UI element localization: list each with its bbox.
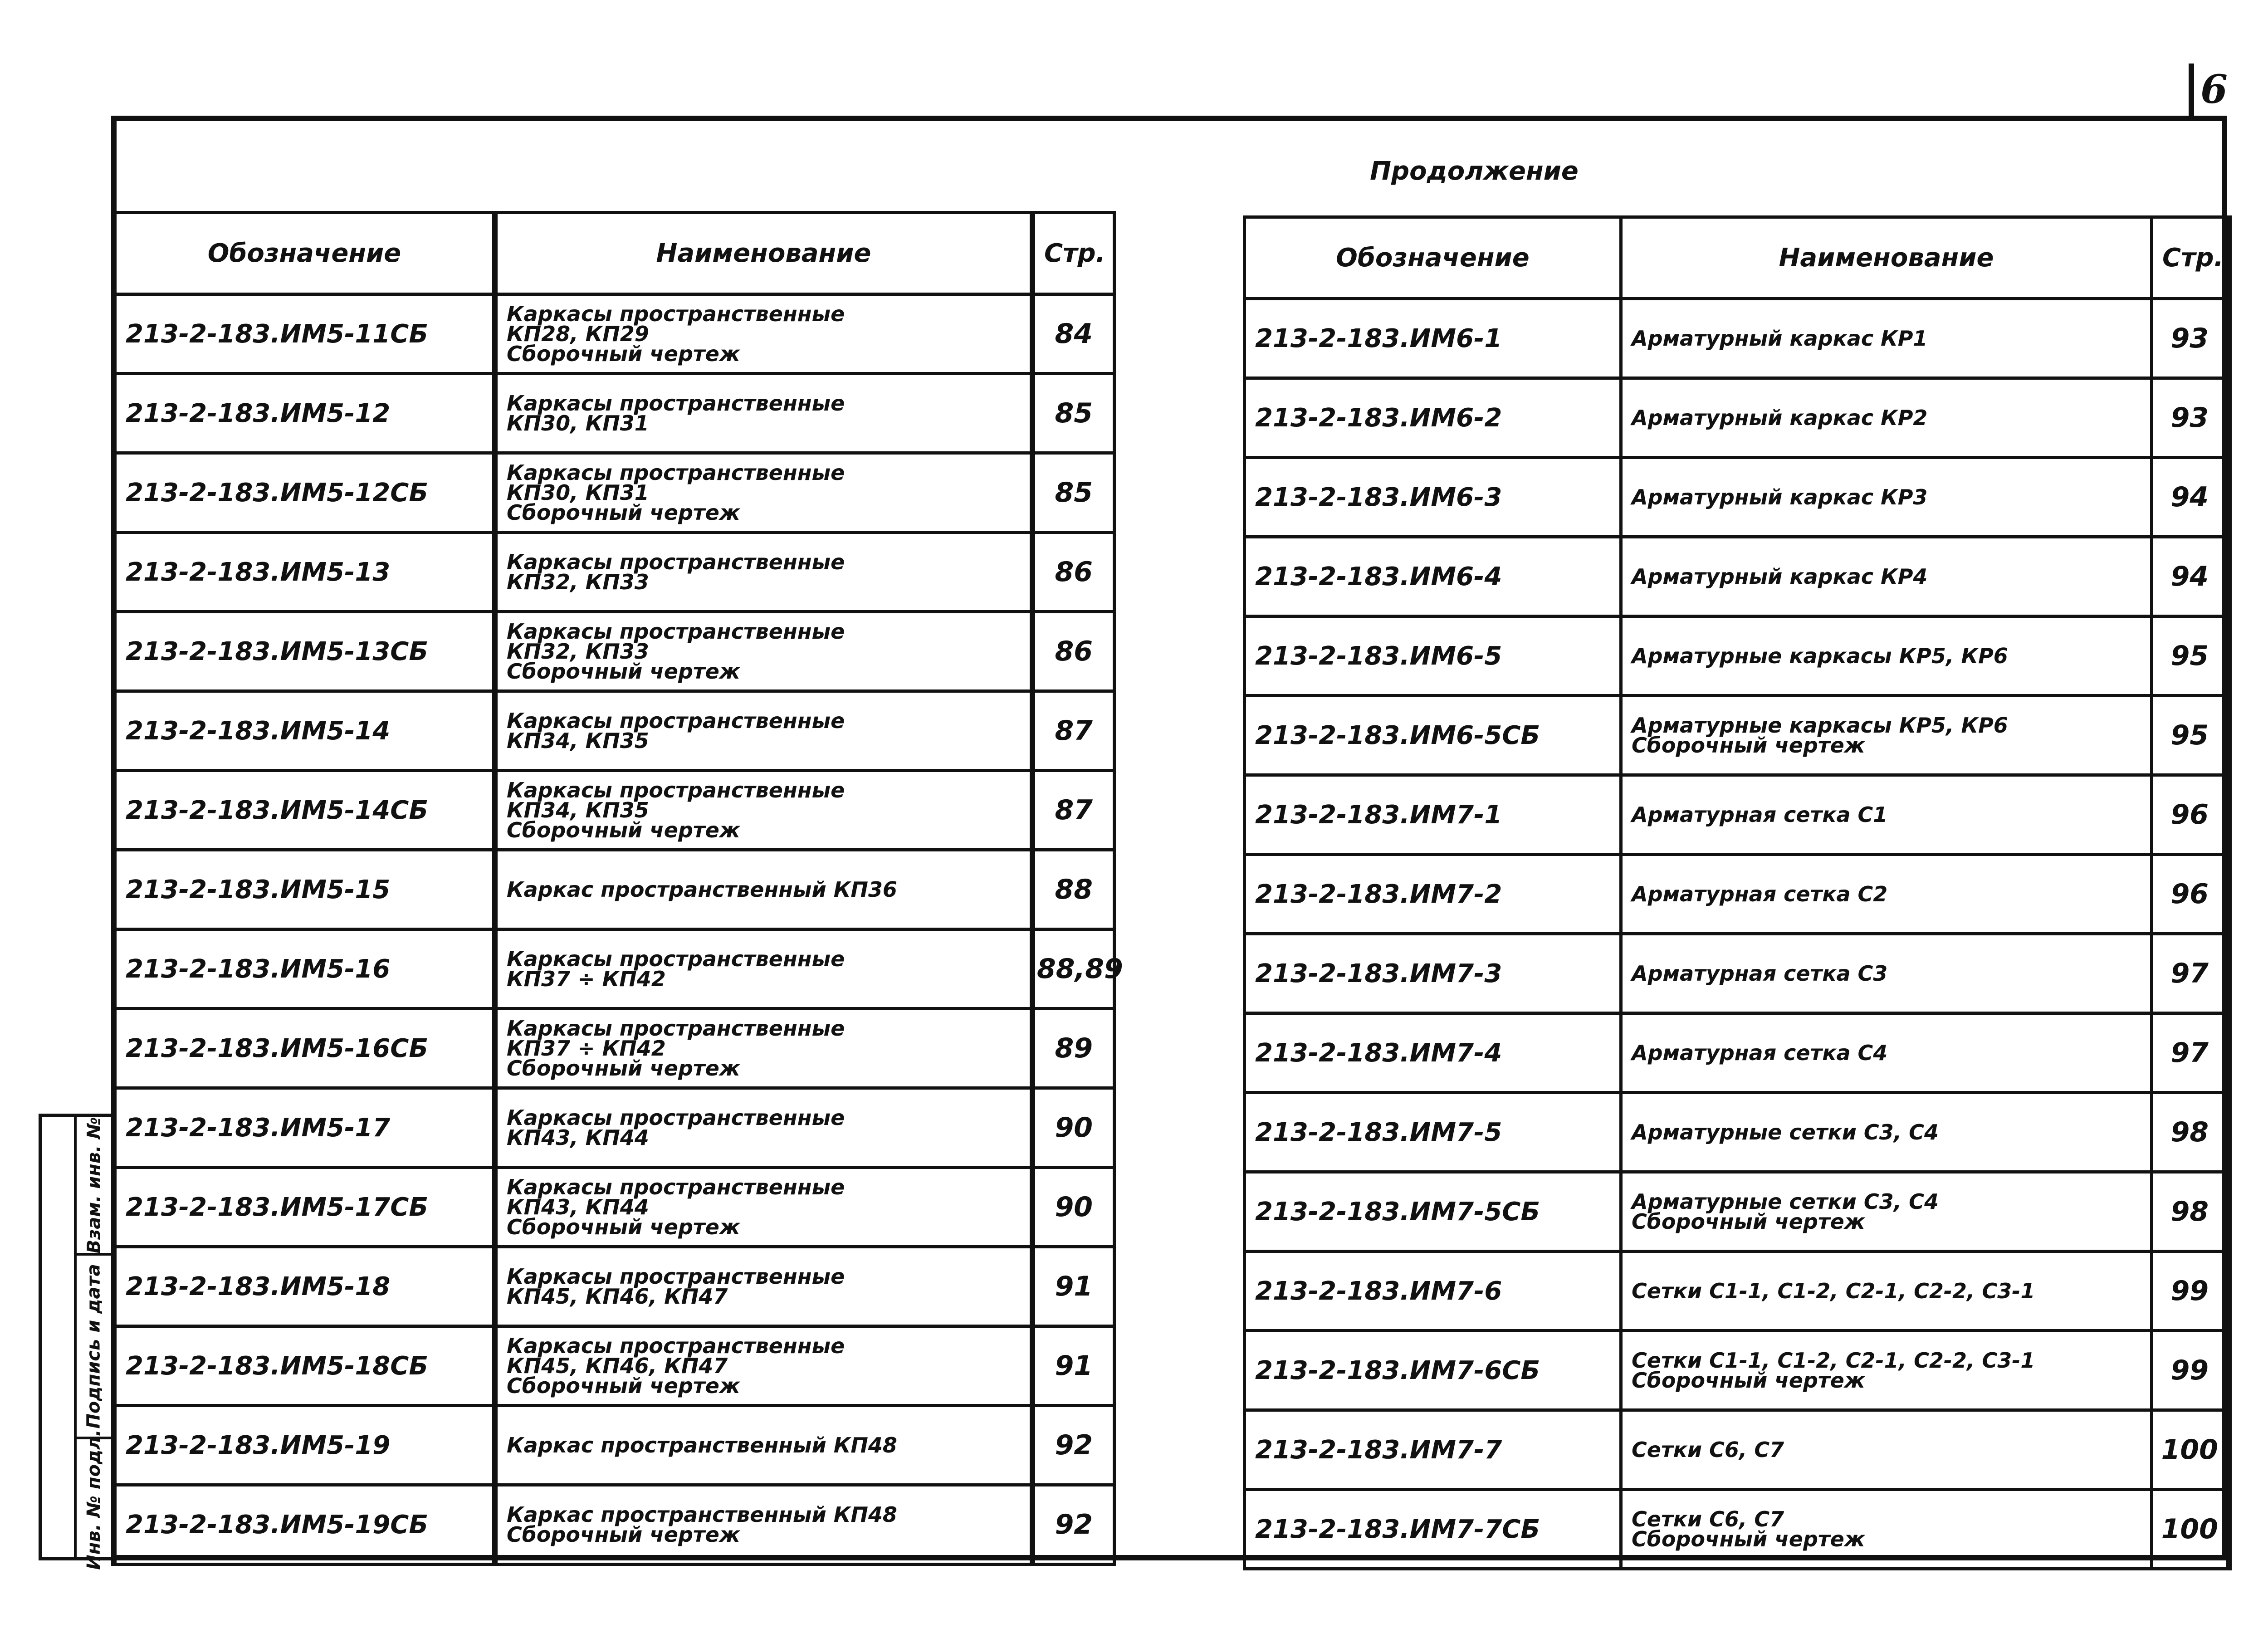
row-designation: 213-2-183.ИМ7-6	[1245, 1252, 1621, 1331]
designation-header: Обозначение	[1245, 217, 1621, 299]
row-page: 85	[1032, 453, 1114, 533]
table-row	[1245, 1093, 2229, 1172]
row-designation: 213-2-183.ИМ5-17	[114, 1088, 495, 1168]
table-row	[1245, 696, 2229, 775]
row-designation: 213-2-183.ИМ6-4	[1245, 537, 1621, 616]
row-name: Каркасы пространственные КП34, КП35	[495, 691, 1032, 771]
row-page: 90	[1032, 1168, 1114, 1247]
row-designation: 213-2-183.ИМ5-13СБ	[114, 612, 495, 691]
row-designation: 213-2-183.ИМ5-16СБ	[114, 1009, 495, 1088]
row-designation: 213-2-183.ИМ6-3	[1245, 458, 1621, 537]
row-name: Арматурные сетки С3, С4 Сборочный чертеж	[1621, 1172, 2152, 1252]
row-page: 97	[2152, 934, 2229, 1013]
row-designation: 213-2-183.ИМ5-18	[114, 1247, 495, 1326]
row-page: 96	[2152, 775, 2229, 855]
row-page: 100	[2152, 1490, 2229, 1569]
table-row	[1245, 1252, 2229, 1331]
table-row	[114, 850, 1114, 929]
row-name: Каркасы пространственные КП45, КП46, КП47 Сборочный чертеж	[495, 1326, 1032, 1406]
row-name: Каркасы пространственные КП37 ÷ КП42	[495, 929, 1032, 1009]
row-page: 100	[2152, 1410, 2229, 1490]
designation-header: Обозначение	[114, 213, 495, 294]
row-name: Арматурная сетка С4	[1621, 1013, 2152, 1093]
row-page: 94	[2152, 458, 2229, 537]
row-designation: 213-2-183.ИМ7-4	[1245, 1013, 1621, 1093]
row-page: 91	[1032, 1326, 1114, 1406]
page-header: Стр.	[1032, 213, 1114, 294]
side-stamp	[39, 1114, 111, 1570]
row-page: 93	[2152, 378, 2229, 458]
table-row	[114, 691, 1114, 771]
row-name: Сетки С1-1, С1-2, С2-1, С2-2, С3-1 Сборочный чертеж	[1621, 1331, 2152, 1410]
row-designation: 213-2-183.ИМ6-1	[1245, 299, 1621, 378]
row-page: 92	[1032, 1406, 1114, 1485]
row-page: 97	[2152, 1013, 2229, 1093]
table-row	[114, 1406, 1114, 1485]
row-name: Арматурный каркас КР4	[1621, 537, 2152, 616]
row-name: Каркас пространственный КП36	[495, 850, 1032, 929]
row-name: Каркасы пространственные КП43, КП44 Сборочный чертеж	[495, 1168, 1032, 1247]
row-page: 98	[2152, 1093, 2229, 1172]
row-page: 99	[2152, 1331, 2229, 1410]
table-row	[114, 612, 1114, 691]
row-page: 90	[1032, 1088, 1114, 1168]
table-header-row	[114, 213, 1114, 294]
row-name: Каркасы пространственные КП30, КП31	[495, 374, 1032, 453]
left-table-body	[114, 294, 1123, 1565]
row-designation: 213-2-183.ИМ5-12	[114, 374, 495, 453]
name-header: Наименование	[495, 213, 1032, 294]
row-name: Каркасы пространственные КП34, КП35 Сборочный чертеж	[495, 771, 1032, 850]
row-designation: 213-2-183.ИМ7-7СБ	[1245, 1490, 1621, 1569]
row-name: Каркасы пространственные КП43, КП44	[495, 1088, 1032, 1168]
table-row	[114, 1326, 1114, 1406]
row-page: 94	[2152, 537, 2229, 616]
row-name: Каркасы пространственные КП32, КП33	[495, 533, 1032, 612]
row-page: 87	[1032, 771, 1114, 850]
row-name: Каркасы пространственные КП32, КП33 Сборочный чертеж	[495, 612, 1032, 691]
row-designation: 213-2-183.ИМ5-17СБ	[114, 1168, 495, 1247]
row-name: Каркасы пространственные КП37 ÷ КП42 Сборочный чертеж	[495, 1009, 1032, 1088]
row-page: 87	[1032, 691, 1114, 771]
stamp-label: Взам. инв. №	[83, 1117, 105, 1253]
row-name: Арматурные каркасы КР5, КР6	[1621, 616, 2152, 696]
row-name: Арматурные каркасы КР5, КР6 Сборочный чертеж	[1621, 696, 2152, 775]
row-page: 95	[2152, 616, 2229, 696]
row-page: 86	[1032, 612, 1114, 691]
row-designation: 213-2-183.ИМ5-14СБ	[114, 771, 495, 850]
row-designation: 213-2-183.ИМ7-5СБ	[1245, 1172, 1621, 1252]
side-stamp-label-column	[77, 1117, 111, 1570]
row-page: 85	[1032, 374, 1114, 453]
stamp-cell-replacement-inv	[77, 1117, 111, 1256]
row-designation: 213-2-183.ИМ7-7	[1245, 1410, 1621, 1490]
row-designation: 213-2-183.ИМ7-5	[1245, 1093, 1621, 1172]
row-designation: 213-2-183.ИМ7-3	[1245, 934, 1621, 1013]
stamp-label: Подпись и дата	[83, 1263, 104, 1429]
table-row	[1245, 537, 2229, 616]
table-row	[114, 1247, 1114, 1326]
table-row	[114, 1485, 1114, 1565]
row-designation: 213-2-183.ИМ5-11СБ	[114, 294, 495, 374]
table-row	[1245, 855, 2229, 934]
row-designation: 213-2-183.ИМ6-5СБ	[1245, 696, 1621, 775]
left-spec-table	[111, 211, 1123, 1566]
row-page: 88,89	[1032, 929, 1114, 1009]
row-designation: 213-2-183.ИМ7-6СБ	[1245, 1331, 1621, 1410]
row-page: 95	[2152, 696, 2229, 775]
table-row	[1245, 1490, 2229, 1569]
row-name: Арматурный каркас КР1	[1621, 299, 2152, 378]
row-page: 88	[1032, 850, 1114, 929]
row-page: 93	[2152, 299, 2229, 378]
row-designation: 213-2-183.ИМ7-2	[1245, 855, 1621, 934]
row-page: 91	[1032, 1247, 1114, 1326]
table-row	[1245, 378, 2229, 458]
row-designation: 213-2-183.ИМ5-16	[114, 929, 495, 1009]
row-page: 98	[2152, 1172, 2229, 1252]
row-name: Арматурный каркас КР3	[1621, 458, 2152, 537]
page-header: Стр.	[2152, 217, 2229, 299]
name-header: Наименование	[1621, 217, 2152, 299]
row-name: Арматурный каркас КР2	[1621, 378, 2152, 458]
row-name: Каркас пространственный КП48 Сборочный чертеж	[495, 1485, 1032, 1565]
table-row	[114, 1168, 1114, 1247]
row-designation: 213-2-183.ИМ5-19	[114, 1406, 495, 1485]
table-row	[114, 929, 1114, 1009]
table-row	[114, 771, 1114, 850]
row-page: 99	[2152, 1252, 2229, 1331]
row-designation: 213-2-183.ИМ6-2	[1245, 378, 1621, 458]
stamp-cell-original-inv	[77, 1429, 111, 1570]
table-row	[114, 294, 1114, 374]
row-name: Арматурная сетка С3	[1621, 934, 2152, 1013]
row-designation: 213-2-183.ИМ5-18СБ	[114, 1326, 495, 1406]
table-row	[1245, 1410, 2229, 1490]
table-row	[114, 374, 1114, 453]
row-designation: 213-2-183.ИМ5-15	[114, 850, 495, 929]
continuation-label: Продолжение	[1370, 156, 1579, 186]
row-name: Каркасы пространственные КП45, КП46, КП47	[495, 1247, 1032, 1326]
right-table-body	[1245, 299, 2229, 1569]
row-name: Арматурные сетки С3, С4	[1621, 1093, 2152, 1172]
row-name: Сетки С6, С7 Сборочный чертеж	[1621, 1490, 2152, 1569]
side-stamp-blank-column	[42, 1117, 77, 1557]
row-page: 86	[1032, 533, 1114, 612]
row-designation: 213-2-183.ИМ6-5	[1245, 616, 1621, 696]
table-row	[1245, 1172, 2229, 1252]
row-name: Каркасы пространственные КП28, КП29 Сборочный чертеж	[495, 294, 1032, 374]
row-page: 89	[1032, 1009, 1114, 1088]
row-name: Сетки С6, С7	[1621, 1410, 2152, 1490]
table-row	[1245, 458, 2229, 537]
row-page: 84	[1032, 294, 1114, 374]
right-spec-table	[1243, 215, 2232, 1570]
row-name: Сетки С1-1, С1-2, С2-1, С2-2, С3-1	[1621, 1252, 2152, 1331]
row-designation: 213-2-183.ИМ5-19СБ	[114, 1485, 495, 1565]
row-name: Каркасы пространственные КП30, КП31 Сборочный чертеж	[495, 453, 1032, 533]
table-row	[1245, 299, 2229, 378]
table-row	[1245, 1013, 2229, 1093]
row-designation: 213-2-183.ИМ5-13	[114, 533, 495, 612]
row-designation: 213-2-183.ИМ7-1	[1245, 775, 1621, 855]
row-designation: 213-2-183.ИМ5-14	[114, 691, 495, 771]
stamp-cell-signature-date	[77, 1256, 111, 1439]
table-row	[1245, 775, 2229, 855]
table-row	[1245, 934, 2229, 1013]
row-name: Арматурная сетка С1	[1621, 775, 2152, 855]
table-row	[114, 1088, 1114, 1168]
row-name: Арматурная сетка С2	[1621, 855, 2152, 934]
table-row	[114, 1009, 1114, 1088]
table-row	[1245, 1331, 2229, 1410]
page-number: 6	[2189, 64, 2234, 116]
row-name: Каркас пространственный КП48	[495, 1406, 1032, 1485]
row-designation: 213-2-183.ИМ5-12СБ	[114, 453, 495, 533]
row-page: 92	[1032, 1485, 1114, 1565]
table-row	[1245, 616, 2229, 696]
row-page: 96	[2152, 855, 2229, 934]
table-row	[114, 453, 1114, 533]
stamp-label: Инв. № подл.	[83, 1429, 105, 1570]
table-header-row	[1245, 217, 2229, 299]
table-row	[114, 533, 1114, 612]
